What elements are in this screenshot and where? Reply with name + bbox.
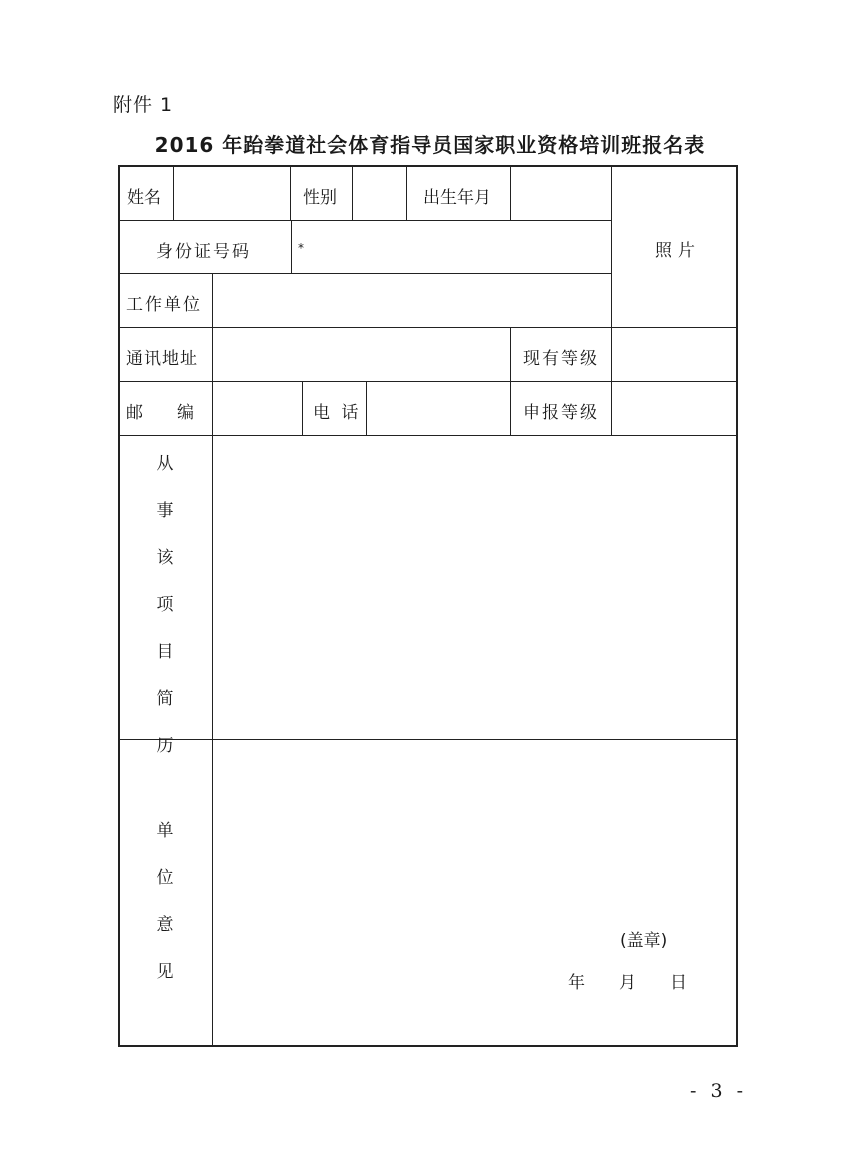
opinion-char: 位 bbox=[156, 868, 174, 888]
row-line bbox=[118, 381, 738, 382]
address-label: 通讯地址 bbox=[126, 349, 198, 369]
col-line bbox=[173, 165, 174, 220]
history-char: 从 bbox=[156, 454, 174, 474]
table-border-right bbox=[736, 165, 738, 1047]
col-line bbox=[290, 165, 291, 220]
opinion-char: 单 bbox=[156, 821, 174, 841]
attachment-label: 附件 1 bbox=[113, 94, 174, 116]
col-line bbox=[611, 165, 612, 435]
history-char: 项 bbox=[156, 595, 174, 615]
work-unit-label: 工作单位 bbox=[126, 295, 202, 315]
row-line bbox=[118, 273, 612, 274]
current-level-label: 现有等级 bbox=[523, 349, 599, 369]
opinion-char: 见 bbox=[156, 962, 174, 982]
name-label: 姓名 bbox=[127, 188, 161, 208]
col-line bbox=[510, 327, 511, 435]
history-char: 事 bbox=[156, 501, 174, 521]
col-line bbox=[406, 165, 407, 220]
gender-label: 性别 bbox=[303, 188, 337, 208]
birth-date-label: 出生年月 bbox=[423, 188, 491, 208]
history-char: 该 bbox=[156, 548, 174, 568]
id-number-label: 身份证号码 bbox=[156, 242, 251, 262]
col-line bbox=[212, 273, 213, 1045]
row-line bbox=[118, 220, 612, 221]
postcode-label: 邮 编 bbox=[126, 403, 194, 423]
date-label: 年 月 日 bbox=[568, 973, 687, 993]
table-border-bottom bbox=[118, 1045, 738, 1047]
history-char: 简 bbox=[156, 689, 174, 709]
row-line bbox=[118, 435, 738, 436]
table-border-top bbox=[118, 165, 738, 167]
page-number: - 3 - bbox=[690, 1080, 748, 1102]
apply-level-label: 申报等级 bbox=[523, 403, 599, 423]
col-line bbox=[352, 165, 353, 220]
col-line bbox=[291, 220, 292, 273]
col-line bbox=[510, 165, 511, 220]
row-line bbox=[118, 327, 738, 328]
history-char: 历 bbox=[156, 736, 174, 756]
seal-label: (盖章) bbox=[620, 931, 668, 951]
unit-opinion-label bbox=[150, 816, 180, 982]
row-line bbox=[118, 739, 738, 740]
phone-label: 电 话 bbox=[313, 403, 362, 423]
col-line bbox=[302, 381, 303, 435]
form-title: 2016 年跆拳道社会体育指导员国家职业资格培训班报名表 bbox=[154, 133, 706, 157]
opinion-char: 意 bbox=[156, 915, 174, 935]
history-char: 目 bbox=[156, 642, 174, 662]
photo-label: 照片 bbox=[655, 241, 701, 261]
work-history-label bbox=[150, 449, 180, 756]
table-border-left bbox=[118, 165, 120, 1047]
col-line bbox=[366, 381, 367, 435]
id-number-value: * bbox=[298, 241, 304, 255]
